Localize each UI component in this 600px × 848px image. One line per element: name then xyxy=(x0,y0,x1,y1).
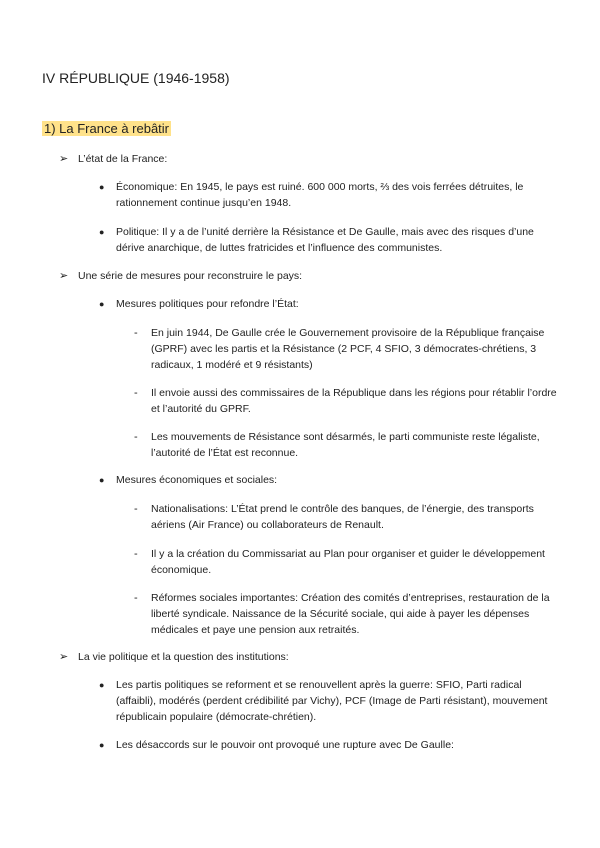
item-text: Nationalisations: L’État prend le contrôle des banques, de l’énergie, des transports aériens (Air France) ou collaborateurs de Renault. xyxy=(151,503,534,531)
item-text: Il y a la création du Commissariat au Plan pour organiser et guider le développement économique. xyxy=(151,548,545,576)
dash-icon: - xyxy=(134,431,138,443)
dash-icon: - xyxy=(134,327,138,339)
item-text: Mesures économiques et sociales: xyxy=(116,474,278,486)
item-text: Mesures politiques pour refondre l’État: xyxy=(116,298,299,310)
section-heading: 1) La France à rebâtir xyxy=(44,121,170,136)
item-text: Les désaccords sur le pouvoir ont provoqué une rupture avec De Gaulle: xyxy=(116,739,454,751)
bullet-icon: ● xyxy=(99,740,105,750)
item-text: Réformes sociales importantes: Création des comités d’entreprises, restauration de la liberté syndicale. Naissance de la Sécurité sociale, qui aide à payer les dépenses médicales et paye une pension aux retraités. xyxy=(151,592,550,636)
bullet-icon: ● xyxy=(99,680,105,690)
item-text: Les mouvements de Résistance sont désarmés, le parti communiste reste légaliste, l’autorité de l’État est reconnue. xyxy=(151,431,540,459)
item-text: Une série de mesures pour reconstruire le pays: xyxy=(78,270,303,282)
bullet-icon: ● xyxy=(99,227,105,237)
item-text: Il envoie aussi des commissaires de la République dans les régions pour rétablir l’ordre et l’autorité du GPRF. xyxy=(151,387,557,415)
arrow-icon: ➢ xyxy=(59,270,69,282)
bullet-icon: ● xyxy=(99,475,105,485)
arrow-icon: ➢ xyxy=(59,651,69,663)
dash-icon: - xyxy=(134,592,138,604)
item-text: La vie politique et la question des institutions: xyxy=(78,651,289,663)
dash-icon: - xyxy=(134,387,138,399)
item-text: Économique: En 1945, le pays est ruiné. 600 000 morts, ⅔ des vois ferrées détruites, le rationnement continue jusqu’en 1948. xyxy=(116,181,524,209)
bullet-icon: ● xyxy=(99,299,105,309)
arrow-icon: ➢ xyxy=(59,153,69,165)
item-text: En juin 1944, De Gaulle crée le Gouvernement provisoire de la République française (GPRF) avec les partis et la Résistance (2 PCF, 4 SFIO, 3 démocrates-chrétiens, 3 radicaux, 1 modéré et 9 résistants) xyxy=(151,327,545,371)
item-text: Les partis politiques se reforment et se renouvellent après la guerre: SFIO, Parti radical (affaibli), modérés (perdent crédibilité par Vichy), PCF (Image de Parti résistant), mouvement républicain populaire (démocrate-chrétien). xyxy=(116,679,548,723)
dash-icon: - xyxy=(134,503,138,515)
page-title: IV RÉPUBLIQUE (1946-1958) xyxy=(42,70,230,86)
dash-icon: - xyxy=(134,548,138,560)
bullet-icon: ● xyxy=(99,182,105,192)
item-text: L’état de la France: xyxy=(78,153,168,165)
item-text: Politique: Il y a de l’unité derrière la Résistance et De Gaulle, mais avec des risques d’une dérive anarchique, de luttes fratricides et l’influence des communistes. xyxy=(116,226,534,254)
